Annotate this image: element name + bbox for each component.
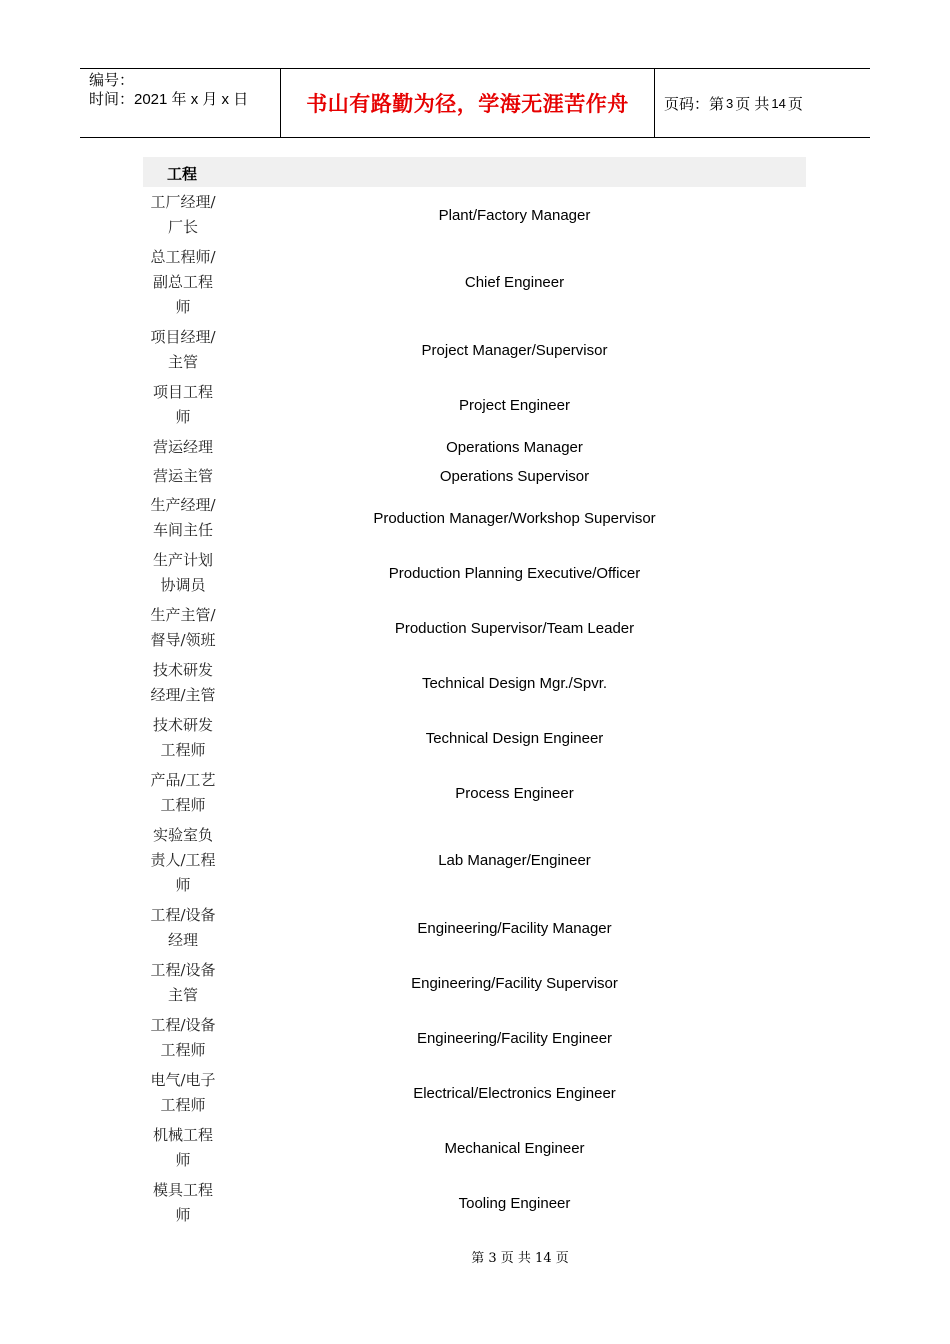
chinese-title xyxy=(143,493,223,543)
chinese-title-line: 经理 xyxy=(167,931,198,949)
table-row xyxy=(143,1068,806,1118)
table-row xyxy=(143,435,806,460)
table-row xyxy=(143,190,806,240)
chinese-title xyxy=(143,768,223,818)
chinese-title-line: 电气/电子 xyxy=(150,1071,216,1089)
english-title: Operations Manager xyxy=(446,439,583,456)
chinese-title xyxy=(143,1013,223,1063)
table-row xyxy=(143,325,806,375)
chinese-title-line: 师 xyxy=(175,876,191,894)
chinese-title-line: 师 xyxy=(175,1151,191,1169)
chinese-title-line: 厂长 xyxy=(167,218,198,236)
table-row xyxy=(143,958,806,1008)
chinese-title-line: 技术研发 xyxy=(152,716,213,734)
table-row xyxy=(143,245,806,320)
table-row xyxy=(143,768,806,818)
english-title: Project Engineer xyxy=(459,396,570,414)
chinese-title-line: 师 xyxy=(175,298,191,316)
header-divider xyxy=(654,69,655,137)
page-mid: 页 共 xyxy=(735,95,770,113)
english-title: Engineering/Facility Engineer xyxy=(416,1029,613,1047)
chinese-title-line: 经理/主管 xyxy=(150,686,216,704)
table-row xyxy=(143,380,806,430)
table-row xyxy=(143,903,806,953)
english-title: Engineering/Facility Manager xyxy=(417,919,612,937)
time-label: 时间：2021 年 x 月 x 日 xyxy=(89,91,249,108)
chinese-title xyxy=(143,903,223,953)
chinese-title xyxy=(143,548,223,598)
table-row xyxy=(143,713,806,763)
chinese-title-line: 技术研发 xyxy=(152,661,213,679)
chinese-title-line: 生产主管/ xyxy=(150,606,216,624)
chinese-title xyxy=(143,713,223,763)
english-title: Engineering/Facility Supervisor xyxy=(411,974,618,992)
english-title: Chief Engineer xyxy=(464,274,565,291)
chinese-title-line: 项目工程 xyxy=(152,383,213,401)
chinese-title-line: 产品/工艺 xyxy=(150,771,216,789)
english-title: Tooling Engineer xyxy=(458,1194,571,1212)
chinese-title xyxy=(143,435,223,460)
chinese-title-line: 生产计划 xyxy=(152,551,213,569)
table-row xyxy=(143,493,806,543)
table-row xyxy=(143,1178,806,1228)
table-row xyxy=(143,823,806,898)
header-meta xyxy=(89,71,248,109)
table-row xyxy=(143,548,806,598)
page-total: 14 xyxy=(771,95,786,111)
chinese-title-line: 工程师 xyxy=(160,1096,206,1114)
english-title: Process Engineer xyxy=(455,784,574,802)
chinese-title-line: 工程师 xyxy=(160,741,206,759)
chinese-title-line: 工程师 xyxy=(160,1041,206,1059)
chinese-title-line: 工程师 xyxy=(160,796,206,814)
job-title-table xyxy=(143,190,806,1233)
english-title: Project Manager/Supervisor xyxy=(421,341,608,359)
section-header xyxy=(143,157,806,187)
chinese-title xyxy=(143,823,223,898)
english-title: Technical Design Mgr./Spvr. xyxy=(421,674,608,692)
chinese-title-line: 车间主任 xyxy=(152,521,213,539)
table-row xyxy=(143,658,806,708)
chinese-title-line: 主管 xyxy=(167,986,198,1004)
chinese-title-line: 协调员 xyxy=(160,576,206,594)
chinese-title-line: 工厂经理/ xyxy=(150,193,216,211)
chinese-title-line: 工程/设备 xyxy=(150,906,216,924)
page-header xyxy=(80,68,870,138)
english-title: Plant/Factory Manager xyxy=(438,206,591,224)
chinese-title-line: 总工程师/ xyxy=(150,248,216,266)
chinese-title xyxy=(143,190,223,240)
chinese-title-line: 责人/工程 xyxy=(150,851,216,869)
table-row xyxy=(143,1013,806,1063)
chinese-title xyxy=(143,245,223,320)
chinese-title xyxy=(143,325,223,375)
chinese-title-line: 副总工程 xyxy=(152,273,213,291)
chinese-title-line: 模具工程 xyxy=(152,1181,213,1199)
table-row xyxy=(143,1123,806,1173)
chinese-title xyxy=(143,1068,223,1118)
english-title: Lab Manager/Engineer xyxy=(438,852,591,869)
chinese-title xyxy=(143,1123,223,1173)
chinese-title xyxy=(143,464,223,489)
chinese-title-line: 营运经理 xyxy=(152,438,213,456)
table-row xyxy=(143,464,806,489)
number-label: 编号： xyxy=(89,72,135,89)
english-title: Operations Supervisor xyxy=(439,468,590,485)
english-title: Production Supervisor/Team Leader xyxy=(394,619,635,637)
chinese-title xyxy=(143,380,223,430)
chinese-title-line: 工程/设备 xyxy=(150,1016,216,1034)
chinese-title xyxy=(143,958,223,1008)
header-motto: 书山有路勤为径，学海无涯苦作舟 xyxy=(306,92,629,116)
chinese-title-line: 工程/设备 xyxy=(150,961,216,979)
english-title: Electrical/Electronics Engineer xyxy=(413,1084,616,1102)
chinese-title xyxy=(143,658,223,708)
page-current: 3 xyxy=(726,95,734,111)
english-title: Mechanical Engineer xyxy=(444,1139,585,1157)
english-title: Production Planning Executive/Officer xyxy=(388,564,641,582)
chinese-title-line: 项目经理/ xyxy=(150,328,216,346)
page-suffix: 页 xyxy=(787,95,803,113)
chinese-title xyxy=(143,1178,223,1228)
chinese-title-line: 机械工程 xyxy=(152,1126,213,1144)
chinese-title-line: 主管 xyxy=(167,353,198,371)
english-title: Technical Design Engineer xyxy=(425,729,604,747)
chinese-title-line: 生产经理/ xyxy=(150,496,216,514)
header-page-info xyxy=(664,69,803,137)
chinese-title-line: 营运主管 xyxy=(152,467,213,485)
chinese-title-line: 实验室负 xyxy=(152,826,213,844)
page-prefix: 页码：第 xyxy=(664,95,725,113)
chinese-title-line: 师 xyxy=(175,408,191,426)
english-title: Production Manager/Workshop Supervisor xyxy=(373,509,656,527)
chinese-title-line: 师 xyxy=(175,1206,191,1224)
page-footer: 第 3 页 共 14 页 xyxy=(471,1251,569,1266)
chinese-title-line: 督导/领班 xyxy=(150,631,216,649)
table-row xyxy=(143,603,806,653)
chinese-title xyxy=(143,603,223,653)
section-title: 工程 xyxy=(167,165,198,183)
